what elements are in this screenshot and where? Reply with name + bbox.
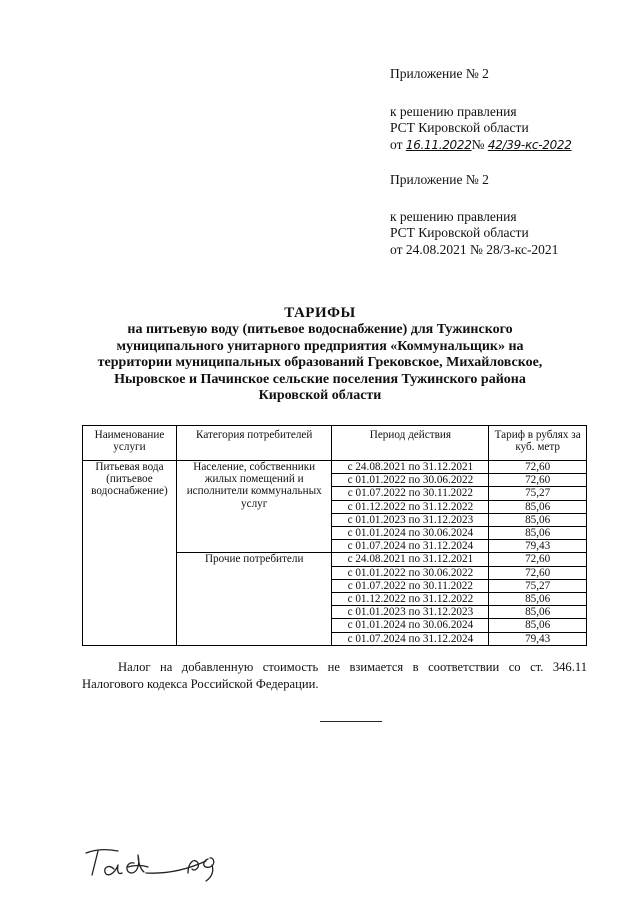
tariff-cell: 85,06	[489, 606, 587, 619]
category-cell: Население, собственники жилых помещений и исполнители коммунальных услуг	[176, 461, 332, 553]
tariff-cell: 85,06	[489, 500, 587, 513]
table-header-row	[83, 426, 587, 461]
tariff-cell: 75,27	[489, 579, 587, 592]
title-line: Ныровское и Пачинское сельские поселения Тужинского района	[114, 371, 526, 387]
tariff-cell: 75,27	[489, 487, 587, 500]
tariff-cell: 79,43	[489, 632, 587, 645]
tariff-cell: 72,60	[489, 553, 587, 566]
period-cell: с 01.01.2023 по 31.12.2023	[332, 513, 489, 526]
title-line: на питьевую воду (питьевое водоснабжение) для Тужинского	[127, 322, 513, 337]
tariff-cell: 79,43	[489, 540, 587, 553]
header-period: Период действия	[332, 426, 489, 461]
header-category: Категория потребителей	[176, 426, 332, 461]
service-cell: Питьевая вода (питьевое водоснабжение)	[83, 461, 177, 646]
annex-old-line1: к решению правления	[390, 209, 517, 224]
annex-new-number: 42/39-кс-2022	[487, 138, 572, 152]
tariffs-table	[82, 425, 587, 646]
header-tariff: Тариф в рублях за куб. метр	[489, 426, 587, 461]
tariff-cell: 72,60	[489, 474, 587, 487]
period-cell: с 24.08.2021 по 31.12.2021	[332, 553, 489, 566]
annex-old-line2: РСТ Кировской области	[390, 225, 529, 240]
document-title	[60, 304, 580, 405]
tariff-cell: 72,60	[489, 566, 587, 579]
period-cell: с 01.12.2022 по 31.12.2022	[332, 593, 489, 606]
handwritten-signature	[84, 843, 234, 883]
annex-new-line2: РСТ Кировской области	[390, 120, 529, 135]
annex-old-title: Приложение № 2	[390, 172, 489, 187]
title-line: муниципального унитарного предприятия «Коммунальщик» на	[116, 338, 524, 354]
tariff-cell: 72,60	[489, 461, 587, 474]
period-cell: с 01.01.2023 по 31.12.2023	[332, 606, 489, 619]
annex-new-line3	[390, 137, 572, 153]
period-cell: с 01.01.2024 по 30.06.2024	[332, 619, 489, 632]
period-cell: с 24.08.2021 по 31.12.2021	[332, 461, 489, 474]
title-heading: ТАРИФЫ	[284, 305, 356, 321]
annex-new-date: 16.11.2022	[405, 138, 472, 152]
period-cell: с 01.01.2024 по 30.06.2024	[332, 527, 489, 540]
title-line: Кировской области	[258, 388, 382, 404]
period-cell: с 01.07.2024 по 31.12.2024	[332, 632, 489, 645]
tariff-cell: 85,06	[489, 513, 587, 526]
tariff-cell: 85,06	[489, 593, 587, 606]
period-cell: с 01.07.2022 по 30.11.2022	[332, 579, 489, 592]
annex-new-line1: к решению правления	[390, 104, 517, 119]
annex-new-number-sign: №	[471, 137, 488, 152]
period-cell: с 01.07.2024 по 31.12.2024	[332, 540, 489, 553]
annex-new-title: Приложение № 2	[390, 66, 489, 81]
annex-old-line3: от 24.08.2021 № 28/3-кс-2021	[390, 242, 559, 257]
vat-note: Налог на добавленную стоимость не взимается в соответствии со ст. 346.11 Налогового кодекса Российской Федерации.	[82, 660, 587, 691]
tariff-cell: 85,06	[489, 527, 587, 540]
title-line: территории муниципальных образований Грековское, Михайловское,	[97, 355, 543, 371]
separator-rule	[320, 721, 382, 722]
period-cell: с 01.01.2022 по 30.06.2022	[332, 474, 489, 487]
period-cell: с 01.01.2022 по 30.06.2022	[332, 566, 489, 579]
period-cell: с 01.07.2022 по 30.11.2022	[332, 487, 489, 500]
header-service: Наименование услуги	[83, 426, 177, 461]
period-cell: с 01.12.2022 по 31.12.2022	[332, 500, 489, 513]
tariff-cell: 85,06	[489, 619, 587, 632]
table-row	[83, 461, 587, 474]
category-cell: Прочие потребители	[176, 553, 332, 645]
annex-new-date-prefix: от	[390, 137, 406, 152]
